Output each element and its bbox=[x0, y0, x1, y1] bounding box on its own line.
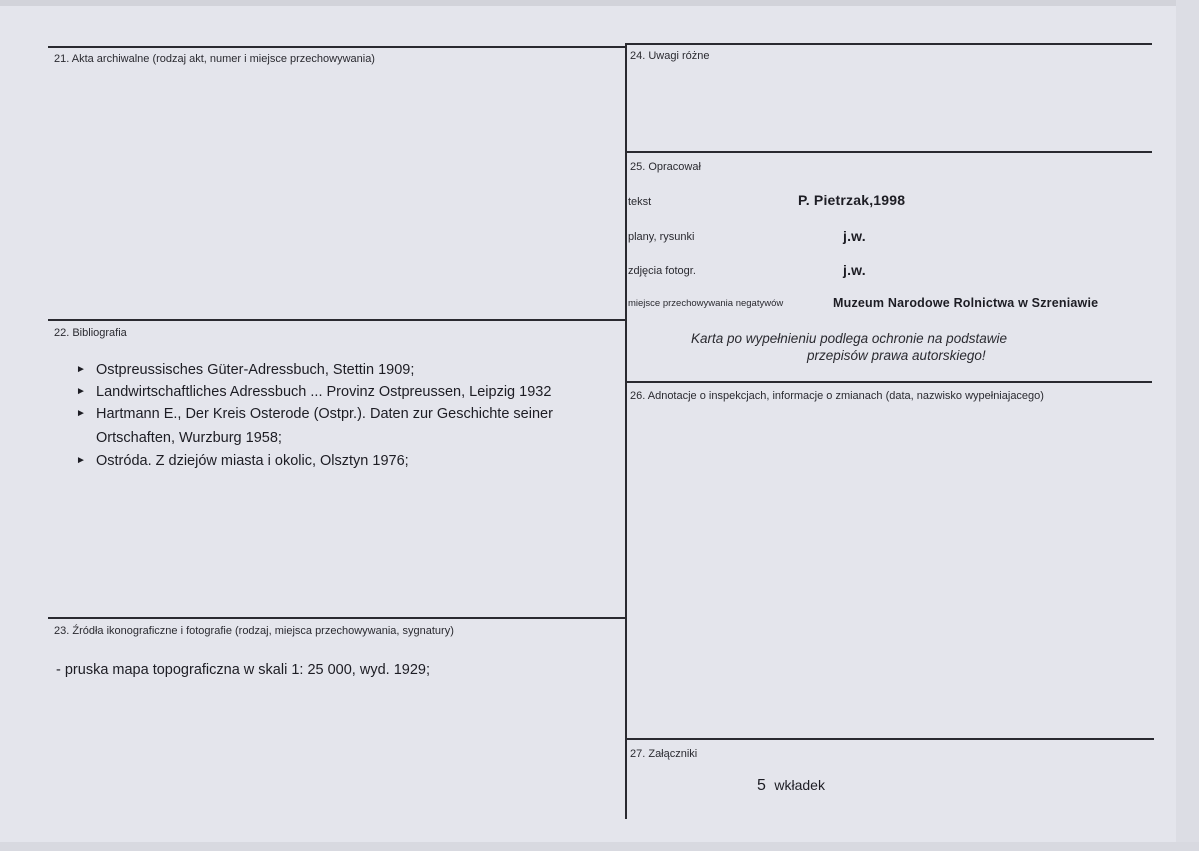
plany-label: plany, rysunki bbox=[628, 231, 695, 243]
attachments-unit: wkładek bbox=[774, 777, 825, 793]
bibliography-item-text: Ostróda. Z dziejów miasta i okolic, Olsztyn 1976; bbox=[96, 453, 409, 469]
section-27-title: 27. Załączniki bbox=[630, 748, 698, 760]
bibliography-item-text: Ortschaften, Wurzburg 1958; bbox=[96, 430, 282, 446]
triangle-right-icon: ► bbox=[76, 364, 86, 375]
bibliography-item-text: Hartmann E., Der Kreis Osterode (Ostpr.). Daten zur Geschichte seiner bbox=[96, 406, 553, 422]
copyright-notice-line1: Karta po wypełnieniu podlega ochronie na podstawie bbox=[691, 331, 1007, 346]
scan-top-edge bbox=[0, 0, 1199, 6]
rule-25 bbox=[626, 151, 1152, 153]
triangle-right-icon: ► bbox=[76, 408, 86, 419]
bibliography-item-text: Landwirtschaftliches Adressbuch ... Provinz Ostpreussen, Leipzig 1932 bbox=[96, 384, 552, 400]
plany-value: j.w. bbox=[843, 228, 866, 244]
section-23-content: - pruska mapa topograficzna w skali 1: 25 000, wyd. 1929; bbox=[56, 662, 430, 678]
miejsce-value: Muzeum Narodowe Rolnictwa w Szreniawie bbox=[833, 296, 1099, 310]
attachments-count: 5 bbox=[757, 777, 766, 794]
scan-bottom-edge bbox=[0, 842, 1199, 851]
tekst-value: P. Pietrzak,1998 bbox=[798, 192, 906, 208]
miejsce-label: miejsce przechowywania negatywów bbox=[628, 298, 784, 309]
section-22-title: 22. Bibliografia bbox=[54, 327, 127, 339]
section-24-title: 24. Uwagi różne bbox=[630, 50, 710, 62]
rule-26 bbox=[626, 381, 1152, 383]
triangle-right-icon: ► bbox=[76, 386, 86, 397]
column-divider bbox=[625, 43, 627, 819]
rule-27 bbox=[626, 738, 1154, 740]
section-26-title: 26. Adnotacje o inspekcjach, informacje o zmianach (data, nazwisko wypełniajacego) bbox=[630, 390, 1044, 402]
section-25-title: 25. Opracował bbox=[630, 161, 701, 173]
triangle-right-icon: ► bbox=[76, 455, 86, 466]
zdjecia-value: j.w. bbox=[843, 262, 866, 278]
rule-top-left bbox=[48, 46, 626, 48]
tekst-label: tekst bbox=[628, 196, 652, 208]
rule-22 bbox=[48, 319, 626, 321]
copyright-notice-line2: przepisów prawa autorskiego! bbox=[807, 348, 986, 363]
section-21-title: 21. Akta archiwalne (rodzaj akt, numer i miejsce przechowywania) bbox=[54, 53, 375, 65]
bibliography-item-text: Ostpreussisches Güter-Adressbuch, Stettin 1909; bbox=[96, 362, 415, 378]
rule-23 bbox=[48, 617, 626, 619]
rule-top-right bbox=[626, 43, 1152, 45]
zdjecia-label: zdjęcia fotogr. bbox=[628, 265, 696, 277]
scan-right-edge bbox=[1176, 0, 1199, 851]
section-23-title: 23. Źródła ikonograficzne i fotografie (rodzaj, miejsca przechowywania, sygnatury) bbox=[54, 625, 454, 637]
attachments-value bbox=[757, 777, 825, 795]
